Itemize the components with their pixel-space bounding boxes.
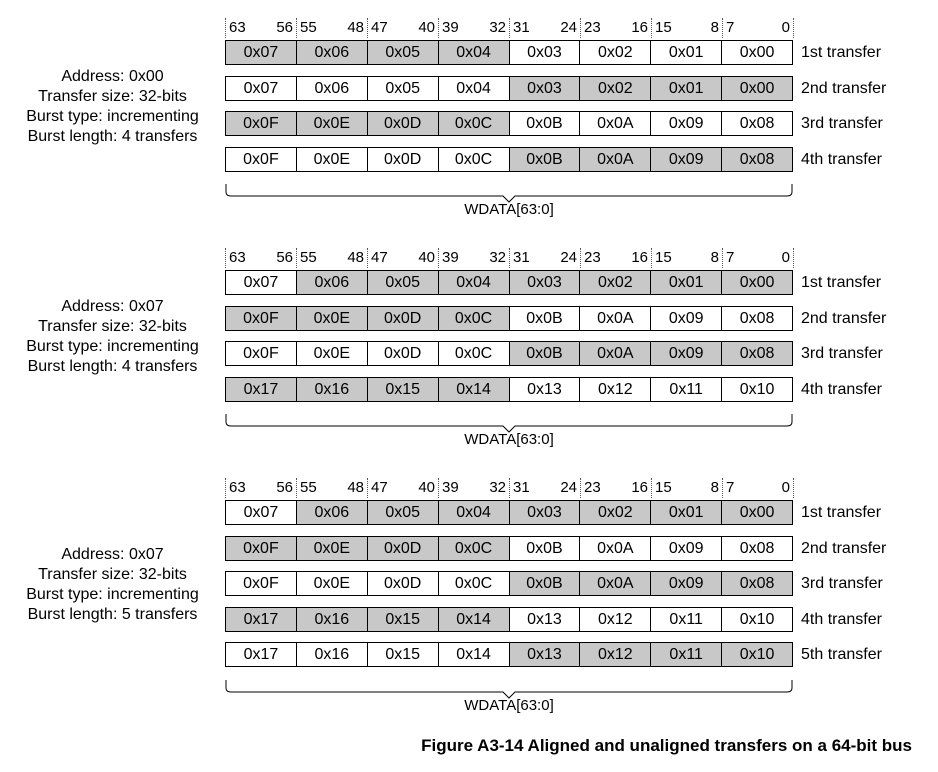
bit-low: 40 — [418, 249, 435, 266]
byte-lane-cell: 0x0A — [580, 307, 651, 330]
bus-label: WDATA[63:0] — [464, 696, 554, 714]
bit-range-label — [367, 18, 439, 38]
description-line: Transfer size: 32-bits — [38, 318, 187, 335]
byte-lane-cell: 0x11 — [651, 608, 722, 631]
bit-low: 16 — [631, 249, 648, 266]
byte-lane-cell: 0x17 — [226, 608, 297, 631]
description-line: Address: 0x07 — [61, 545, 164, 563]
transfer-diagram — [0, 478, 938, 714]
byte-lane-cell: 0x14 — [439, 643, 510, 666]
byte-lane-cell: 0x13 — [510, 643, 581, 666]
byte-lane-cell: 0x0C — [439, 342, 510, 365]
bit-low: 0 — [781, 19, 790, 36]
bit-range-label — [367, 248, 439, 268]
byte-lane-cell: 0x0C — [439, 307, 510, 330]
byte-lane-cell: 0x09 — [651, 112, 722, 135]
bit-range-label — [296, 18, 368, 38]
byte-lane-cell: 0x08 — [722, 537, 792, 560]
byte-lane-cell: 0x08 — [722, 112, 792, 135]
description-line: Burst length: 5 transfers — [27, 605, 198, 623]
byte-lane-cell: 0x00 — [722, 271, 792, 294]
transfer-label: 1st transfer — [801, 504, 882, 521]
byte-lane-cell: 0x00 — [722, 41, 792, 64]
transfer-label: 4th transfer — [801, 380, 882, 398]
bit-high: 15 — [655, 479, 672, 496]
bit-range-label — [651, 478, 723, 498]
byte-lane-cell: 0x11 — [651, 378, 722, 401]
bit-range-label — [438, 248, 510, 268]
byte-lane-cell: 0x12 — [580, 643, 651, 666]
description-line: Transfer size: 32-bits — [38, 565, 187, 583]
byte-lane-cell: 0x08 — [722, 342, 792, 365]
byte-lane-cell: 0x0F — [226, 112, 297, 135]
byte-lane-cell: 0x13 — [510, 608, 581, 631]
transfer-row — [225, 642, 793, 667]
bit-low: 32 — [489, 249, 506, 266]
transfer-label: 3rd transfer — [801, 345, 883, 362]
description-line: Address: 0x00 — [61, 68, 164, 85]
bit-high: 63 — [229, 249, 246, 266]
bit-low: 32 — [489, 479, 506, 496]
bit-high: 23 — [584, 249, 601, 266]
bit-low: 32 — [489, 19, 506, 36]
bit-high: 39 — [442, 479, 459, 496]
bit-low: 8 — [710, 19, 719, 36]
byte-lane-cell: 0x03 — [510, 41, 581, 64]
bit-high: 63 — [229, 479, 246, 496]
byte-lane-cell: 0x09 — [651, 537, 722, 560]
byte-lane-cell: 0x15 — [368, 643, 439, 666]
byte-lane-cell: 0x17 — [226, 378, 297, 401]
byte-lane-cell: 0x0D — [368, 112, 439, 135]
transfer-row — [225, 111, 793, 136]
transfer-description — [10, 545, 215, 625]
byte-lane-cell: 0x12 — [580, 608, 651, 631]
byte-lane-cell: 0x0D — [368, 537, 439, 560]
bit-high: 47 — [371, 249, 388, 266]
transfer-label: 1st transfer — [801, 274, 882, 291]
byte-lane-cell: 0x14 — [439, 378, 510, 401]
description-line: Burst type: incrementing — [26, 585, 199, 603]
transfer-label: 4th transfer — [801, 150, 882, 168]
byte-lane-cell: 0x06 — [297, 501, 368, 524]
byte-lane-cell: 0x06 — [297, 271, 368, 294]
bit-low: 56 — [276, 19, 293, 36]
byte-lane-cell: 0x05 — [368, 501, 439, 524]
bit-low: 8 — [710, 479, 719, 496]
transfer-label: 5th transfer — [801, 646, 882, 663]
byte-lane-cell: 0x06 — [297, 41, 368, 64]
byte-lane-cell: 0x0A — [580, 112, 651, 135]
bit-range-label — [438, 478, 510, 498]
transfer-diagram — [0, 248, 938, 478]
description-line: Address: 0x07 — [61, 298, 164, 315]
byte-lane-cell: 0x0D — [368, 572, 439, 595]
transfer-label: 2nd transfer — [801, 539, 887, 557]
bus-label: WDATA[63:0] — [464, 431, 554, 448]
transfer-row — [225, 147, 793, 172]
transfer-row — [225, 377, 793, 402]
byte-lane-cell: 0x09 — [651, 148, 722, 171]
bit-low: 8 — [710, 249, 719, 266]
transfer-diagram — [0, 18, 938, 248]
bit-range-label — [509, 248, 581, 268]
byte-lane-cell: 0x0F — [226, 342, 297, 365]
transfer-row — [225, 76, 793, 101]
bit-high: 23 — [584, 479, 601, 496]
transfer-label: 2nd transfer — [801, 309, 887, 327]
byte-lane-cell: 0x10 — [722, 643, 792, 666]
byte-lane-cell: 0x10 — [722, 378, 792, 401]
bit-low: 0 — [781, 249, 790, 266]
bit-low: 48 — [347, 19, 364, 36]
byte-lane-cell: 0x0D — [368, 307, 439, 330]
byte-lane-cell: 0x0B — [510, 112, 581, 135]
byte-lane-cell: 0x0C — [439, 148, 510, 171]
bit-high: 31 — [513, 19, 530, 36]
bit-high: 31 — [513, 249, 530, 266]
byte-lane-cell: 0x01 — [651, 41, 722, 64]
byte-lane-cell: 0x02 — [580, 41, 651, 64]
bit-high: 7 — [726, 19, 735, 36]
bit-range-label — [225, 18, 297, 38]
byte-lane-cell: 0x08 — [722, 148, 792, 171]
byte-lane-cell: 0x02 — [580, 271, 651, 294]
byte-lane-cell: 0x05 — [368, 77, 439, 100]
bit-high: 39 — [442, 19, 459, 36]
transfer-label: 3rd transfer — [801, 115, 883, 132]
byte-lane-cell: 0x0A — [580, 342, 651, 365]
byte-lane-cell: 0x04 — [439, 77, 510, 100]
bit-range-label — [722, 248, 794, 268]
transfer-row — [225, 571, 793, 596]
byte-lane-cell: 0x09 — [651, 572, 722, 595]
bit-low: 56 — [276, 479, 293, 496]
byte-lane-cell: 0x0E — [297, 342, 368, 365]
byte-lane-cell: 0x00 — [722, 77, 792, 100]
byte-lane-cell: 0x03 — [510, 501, 581, 524]
bit-high: 63 — [229, 19, 246, 36]
description-line: Burst length: 4 transfers — [27, 358, 198, 375]
transfer-row — [225, 270, 793, 295]
bit-high: 15 — [655, 249, 672, 266]
bit-high: 55 — [300, 19, 317, 36]
byte-lane-cell: 0x0C — [439, 537, 510, 560]
bit-high: 55 — [300, 249, 317, 266]
byte-lane-cell: 0x05 — [368, 271, 439, 294]
byte-lane-cell: 0x0C — [439, 572, 510, 595]
bit-range-label — [296, 478, 368, 498]
description-line: Burst type: incrementing — [26, 108, 199, 125]
bus-label: WDATA[63:0] — [464, 201, 554, 218]
transfer-description — [10, 297, 215, 377]
description-line: Transfer size: 32-bits — [38, 88, 187, 105]
byte-lane-cell: 0x04 — [439, 501, 510, 524]
bit-high: 7 — [726, 249, 735, 266]
bit-range-label — [296, 248, 368, 268]
bit-high: 7 — [726, 479, 735, 496]
transfer-label: 2nd transfer — [801, 79, 887, 97]
bit-range-label — [438, 18, 510, 38]
byte-lane-cell: 0x06 — [297, 77, 368, 100]
byte-lane-cell: 0x0D — [368, 342, 439, 365]
byte-lane-cell: 0x0F — [226, 307, 297, 330]
byte-lane-cell: 0x09 — [651, 342, 722, 365]
byte-lane-cell: 0x01 — [651, 271, 722, 294]
transfer-row — [225, 40, 793, 65]
byte-lane-cell: 0x0A — [580, 148, 651, 171]
bit-high: 31 — [513, 479, 530, 496]
byte-lane-cell: 0x15 — [368, 608, 439, 631]
bit-range-label — [580, 18, 652, 38]
figure-caption: Figure A3-14 Aligned and unaligned transfers on a 64-bit bus — [421, 736, 912, 755]
byte-lane-cell: 0x0A — [580, 537, 651, 560]
bit-low: 48 — [347, 249, 364, 266]
byte-lane-cell: 0x16 — [297, 643, 368, 666]
byte-lane-cell: 0x07 — [226, 41, 297, 64]
byte-lane-cell: 0x09 — [651, 307, 722, 330]
byte-lane-cell: 0x17 — [226, 643, 297, 666]
bit-range-label — [225, 478, 297, 498]
byte-lane-cell: 0x13 — [510, 378, 581, 401]
byte-lane-cell: 0x0B — [510, 537, 581, 560]
byte-lane-cell: 0x0E — [297, 112, 368, 135]
byte-lane-cell: 0x16 — [297, 378, 368, 401]
byte-lane-cell: 0x0F — [226, 572, 297, 595]
transfer-label: 1st transfer — [801, 44, 882, 61]
byte-lane-cell: 0x0B — [510, 148, 581, 171]
byte-lane-cell: 0x07 — [226, 271, 297, 294]
byte-lane-cell: 0x00 — [722, 501, 792, 524]
byte-lane-cell: 0x02 — [580, 77, 651, 100]
transfer-row — [225, 500, 793, 525]
transfer-row — [225, 306, 793, 331]
byte-lane-cell: 0x14 — [439, 608, 510, 631]
byte-lane-cell: 0x07 — [226, 77, 297, 100]
byte-lane-cell: 0x0C — [439, 112, 510, 135]
transfer-label: 4th transfer — [801, 610, 882, 628]
byte-lane-cell: 0x02 — [580, 501, 651, 524]
bit-low: 16 — [631, 479, 648, 496]
byte-lane-cell: 0x0F — [226, 148, 297, 171]
bit-high: 23 — [584, 19, 601, 36]
bit-range-label — [225, 248, 297, 268]
byte-lane-cell: 0x0B — [510, 342, 581, 365]
byte-lane-cell: 0x0F — [226, 537, 297, 560]
byte-lane-cell: 0x0B — [510, 572, 581, 595]
byte-lane-cell: 0x0E — [297, 537, 368, 560]
bit-range-label — [509, 18, 581, 38]
transfer-label: 3rd transfer — [801, 575, 883, 592]
byte-lane-cell: 0x12 — [580, 378, 651, 401]
bit-range-label — [722, 18, 794, 38]
byte-lane-cell: 0x08 — [722, 572, 792, 595]
bit-low: 24 — [560, 249, 577, 266]
bit-low: 24 — [560, 19, 577, 36]
byte-lane-cell: 0x0B — [510, 307, 581, 330]
bit-low: 48 — [347, 479, 364, 496]
byte-lane-cell: 0x10 — [722, 608, 792, 631]
description-line: Burst type: incrementing — [26, 338, 199, 355]
byte-lane-cell: 0x04 — [439, 41, 510, 64]
bit-range-label — [367, 478, 439, 498]
byte-lane-cell: 0x08 — [722, 307, 792, 330]
bit-range-label — [722, 478, 794, 498]
bit-high: 15 — [655, 19, 672, 36]
bit-low: 24 — [560, 479, 577, 496]
byte-lane-cell: 0x0D — [368, 148, 439, 171]
bit-high: 47 — [371, 479, 388, 496]
bit-low: 16 — [631, 19, 648, 36]
transfer-row — [225, 341, 793, 366]
bit-low: 40 — [418, 479, 435, 496]
transfer-row — [225, 607, 793, 632]
bit-high: 47 — [371, 19, 388, 36]
byte-lane-cell: 0x07 — [226, 501, 297, 524]
byte-lane-cell: 0x03 — [510, 77, 581, 100]
byte-lane-cell: 0x15 — [368, 378, 439, 401]
transfer-description — [10, 67, 215, 147]
transfer-row — [225, 536, 793, 561]
byte-lane-cell: 0x0E — [297, 572, 368, 595]
bit-low: 40 — [418, 19, 435, 36]
byte-lane-cell: 0x01 — [651, 501, 722, 524]
bit-range-label — [509, 478, 581, 498]
bit-range-label — [580, 478, 652, 498]
bit-low: 0 — [781, 479, 790, 496]
byte-lane-cell: 0x16 — [297, 608, 368, 631]
byte-lane-cell: 0x11 — [651, 643, 722, 666]
byte-lane-cell: 0x0E — [297, 148, 368, 171]
bit-range-label — [651, 248, 723, 268]
bit-high: 39 — [442, 249, 459, 266]
byte-lane-cell: 0x01 — [651, 77, 722, 100]
bit-range-label — [651, 18, 723, 38]
byte-lane-cell: 0x0A — [580, 572, 651, 595]
description-line: Burst length: 4 transfers — [27, 128, 198, 145]
bit-high: 55 — [300, 479, 317, 496]
bit-low: 56 — [276, 249, 293, 266]
bit-range-label — [580, 248, 652, 268]
byte-lane-cell: 0x0E — [297, 307, 368, 330]
byte-lane-cell: 0x04 — [439, 271, 510, 294]
byte-lane-cell: 0x05 — [368, 41, 439, 64]
byte-lane-cell: 0x03 — [510, 271, 581, 294]
